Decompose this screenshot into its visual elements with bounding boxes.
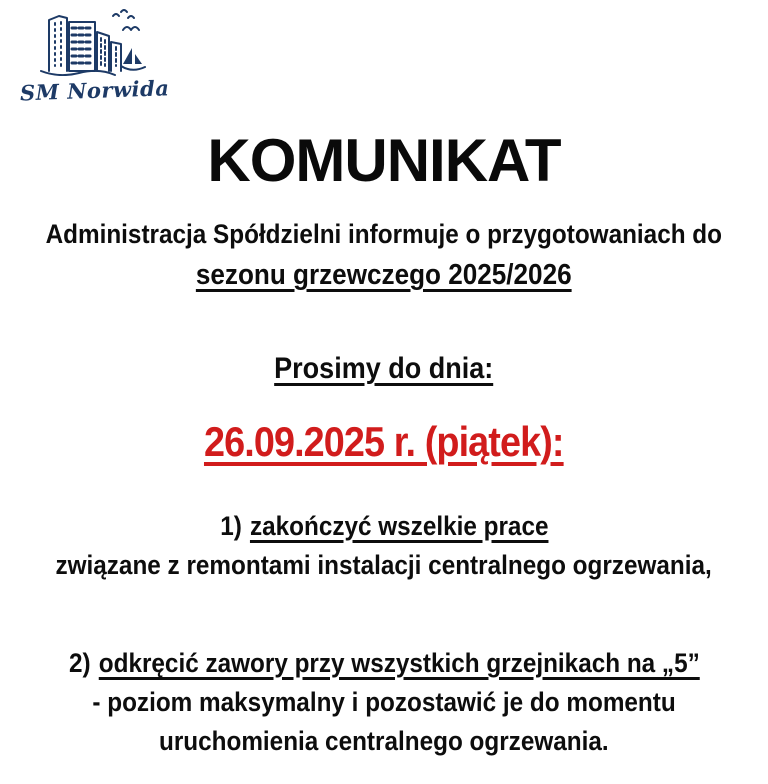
item-2-text-line-1: - poziom maksymalny i pozostawić je do momentu [92, 687, 676, 717]
item-1-text-line: związane z remontami instalacji centralnego ogrzewania, [55, 550, 713, 580]
logo [19, 8, 170, 106]
deadline-date: 26.09.2025 r. (piątek): [204, 418, 564, 465]
list-item-1 [0, 507, 768, 585]
deadline-date-row [0, 418, 768, 466]
item-1-heading: zakończyć wszelkie prace [249, 511, 549, 541]
item-2-heading: odkręcić zawory przy wszystkich grzejnikach na „5” [98, 648, 700, 678]
page-title: KOMUNIKAT [207, 127, 561, 194]
item-2-heading-line [69, 644, 700, 683]
item-1-heading-line [220, 507, 548, 546]
intro-line-2: sezonu grzewczego 2025/2026 [196, 259, 572, 291]
deadline-label-row [0, 352, 768, 386]
item-2-text-line-2: uruchomienia centralnego ogrzewania. [159, 726, 609, 756]
deadline-label: Prosimy do dnia: [274, 352, 494, 385]
intro-paragraph [0, 214, 768, 296]
list-item-2 [0, 644, 768, 761]
intro-line-1: Administracja Spółdzielni informuje o przygotowaniach do [45, 219, 723, 249]
logo-text: SM Norwida [19, 75, 170, 106]
buildings-icon [29, 8, 151, 76]
item-1-number: 1) [219, 511, 242, 541]
item-2-number: 2) [68, 648, 91, 678]
